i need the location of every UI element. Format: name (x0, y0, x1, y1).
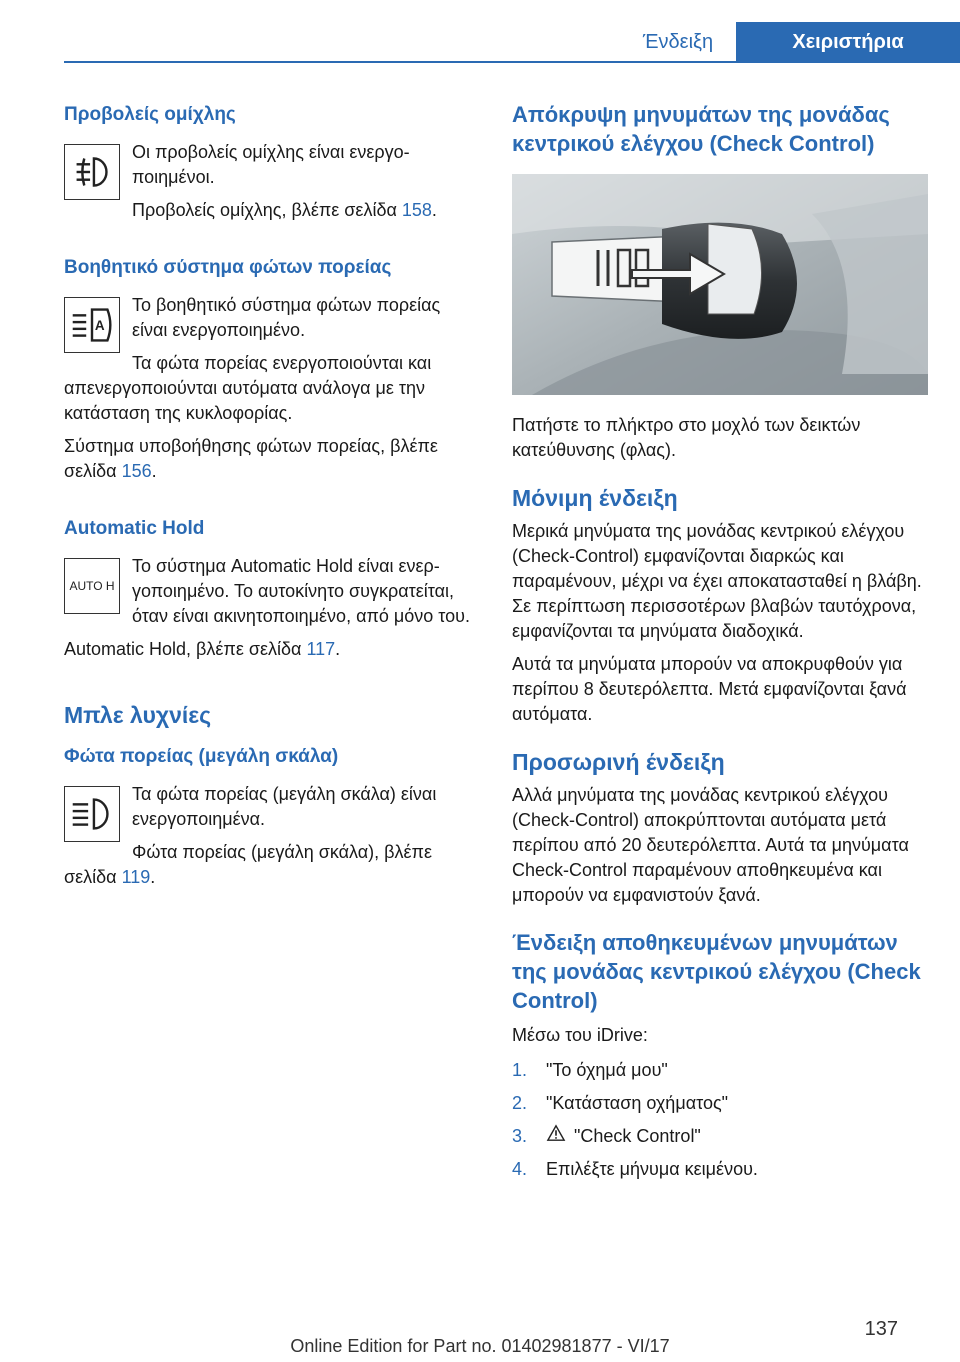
assist-ref-end: . (151, 461, 157, 481)
list-item (512, 1157, 928, 1182)
step-number: 4. (512, 1159, 528, 1179)
fog-ref-text: Προβολείς ομίχλης, βλέπε σελίδα (132, 200, 402, 220)
fog-section (64, 104, 480, 231)
fog-heading: Προβολείς ομίχλης (64, 104, 236, 125)
assist-page-link[interactable]: 156 (121, 461, 152, 481)
highbeam-section (64, 746, 480, 898)
assist-text: Το βοηθητικό σύστημα φώτων πορείας είναι ενεργοποιημένο. (132, 295, 441, 340)
header-rule (64, 61, 960, 63)
list-item (512, 1091, 928, 1116)
step-number: 1. (512, 1060, 528, 1080)
steps-list (512, 1058, 928, 1182)
assist-ref-text: Σύστημα υποβοήθησης φώτων πορείας, βλέπε σελίδα (64, 436, 438, 481)
auto-hold-icon (64, 558, 120, 614)
autohold-ref (64, 637, 480, 662)
hide-text: Πατήστε το πλήκτρο στο μοχλό των δεικτών κατεύθυνσης (φλας). (512, 415, 861, 460)
highbeam-heading: Φώτα πορείας (μεγάλη σκάλα) (64, 746, 339, 767)
stored-intro: Μέσω του iDrive: (512, 1025, 648, 1045)
blue-lights-heading: Μπλε λυχνίες (64, 702, 212, 728)
high-beam-assist-icon (64, 297, 120, 353)
assist-text-2: Τα φώτα πορείας ενεργοποιούνται και απενεργοποιούνται αυτόματα ανάλογα με την κατάσταση της κυκλοφορίας. (64, 353, 432, 423)
perm-heading: Μόνιμη ένδειξη (512, 485, 678, 511)
fog-text: Οι προβολείς ομίχλης είναι ενεργοποιημένοι. (132, 142, 410, 187)
list-item (512, 1058, 928, 1083)
high-beam-icon (64, 786, 120, 842)
perm-text-2: Αυτά τα μηνύματα μπορούν να αποκρυφθούν για περίπου 8 δευτερόλεπτα. Μετά εμφανίζονται ξανά αυτόματα. (512, 654, 907, 724)
autohold-page-link[interactable]: 117 (306, 639, 336, 659)
step-number: 3. (512, 1126, 528, 1146)
fog-light-icon (64, 144, 120, 200)
temp-heading: Προσωρινή ένδειξη (512, 749, 725, 775)
temp-text: Αλλά μηνύματα της μονάδας κεντρικού ελέγχου (Check-Control) αποκρύπτονται αυτόματα μετά περίπου από 20 δευτερόλεπτα. Αυτά τα μηνύματα Check-Control παραμένουν αποθηκευμένα και μπορούν να εμφανιστούν ξανά. (512, 785, 909, 905)
assist-section (64, 257, 480, 492)
autohold-heading: Automatic Hold (64, 518, 205, 539)
svg-text:A: A (94, 317, 105, 333)
stored-heading: Ένδειξη αποθηκευμένων μηνυμάτων της μονάδας κεντρικού ελέγχου (Check Control) (512, 930, 921, 1013)
assist-heading: Βοηθητικό σύστημα φώτων πορείας (64, 257, 392, 278)
highbeam-page-link[interactable]: 119 (121, 867, 151, 887)
highbeam-ref-end: . (150, 867, 156, 887)
autohold-section (64, 518, 480, 670)
fog-ref (64, 198, 480, 223)
fog-ref-end: . (431, 200, 437, 220)
right-column (512, 100, 928, 1190)
list-item (512, 1124, 928, 1149)
autohold-text: Το σύστημα Automatic Hold είναι ενεργοποιημένο. Το αυτοκίνητο συγκρατείται, όταν είναι ακινητοποιημένο, από μόνο του. (132, 556, 471, 626)
step-text: "Check Control" (574, 1126, 701, 1146)
footer-edition: Online Edition for Part no. 01402981877 - VI/17 (290, 1336, 670, 1356)
perm-text-1: Μερικά μηνύματα της μονάδας κεντρικού ελέγχου (Check-Control) εμφανίζονται διαρκώς και παραμένουν, μέχρι να έχει αποκατασταθεί η βλάβη. Σε περίπτωση περισσοτέρων βλαβών ταυτόχρονα, εμφανίζονται τα μηνύματα διαδοχικά. (512, 521, 922, 641)
step-text: "Κατάσταση οχήματος" (546, 1093, 729, 1113)
warning-triangle-icon (546, 1124, 568, 1149)
turn-signal-lever-figure (512, 174, 928, 395)
page-number: 137 (864, 1318, 898, 1340)
tab-controls[interactable]: Χειριστήρια (736, 22, 960, 63)
left-column (64, 100, 480, 898)
autohold-ref-text: Automatic Hold, βλέπε σελίδα (64, 639, 307, 659)
assist-ref (64, 434, 480, 484)
auto-hold-icon-label: AUTO H (69, 579, 115, 593)
tab-index[interactable]: Ένδειξη (642, 31, 714, 53)
step-number: 2. (512, 1093, 528, 1113)
highbeam-text: Τα φώτα πορείας (μεγάλη σκάλα) είναι ενεργοποιημένα. (132, 784, 437, 829)
hide-heading: Απόκρυψη μηνυμάτων της μονάδας κεντρικού ελέγχου (Check Control) (512, 102, 890, 156)
fog-page-link[interactable]: 158 (401, 200, 432, 220)
highbeam-ref-text: Φώτα πορείας (μεγάλη σκάλα), βλέπε σελίδα (64, 842, 432, 887)
step-text: Επιλέξτε μήνυμα κειμένου. (546, 1159, 758, 1179)
autohold-ref-end: . (335, 639, 341, 659)
highbeam-ref (64, 840, 480, 890)
step-text: "Το όχημά μου" (546, 1060, 668, 1080)
